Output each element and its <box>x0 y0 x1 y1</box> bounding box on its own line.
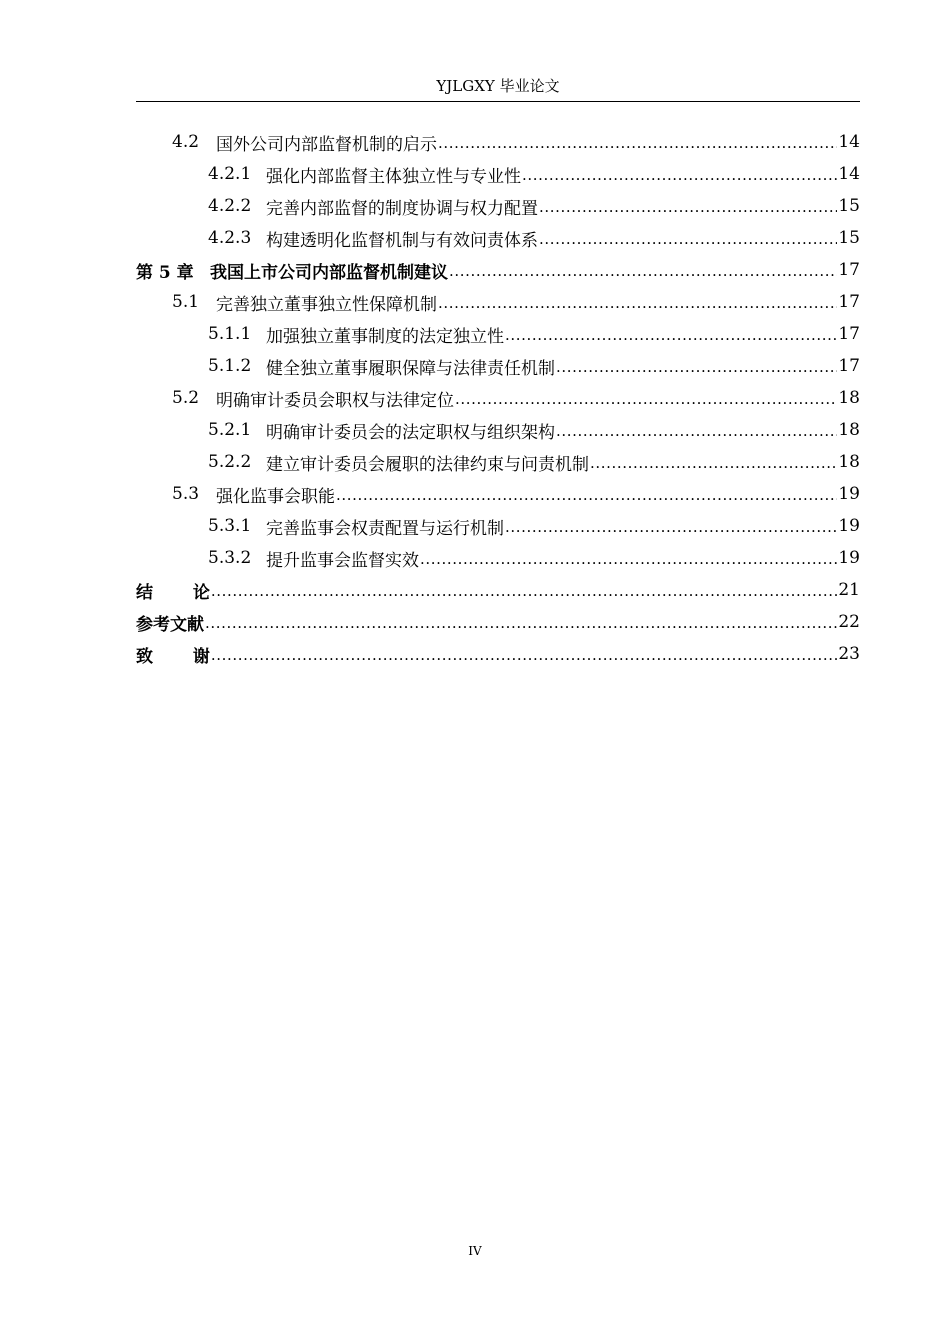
dot-leader <box>420 547 837 569</box>
dot-leader <box>556 419 837 441</box>
dot-leader <box>455 387 837 409</box>
dot-leader <box>539 227 837 249</box>
toc-acknowledgements-title: 致 谢 <box>136 646 210 667</box>
dot-leader <box>205 611 837 633</box>
toc-entry-number: 5.3.2 <box>208 548 252 568</box>
dot-leader <box>505 515 837 537</box>
toc-entry-title: 国外公司内部监督机制的启示 <box>216 134 437 155</box>
toc-entry[interactable] <box>136 446 860 478</box>
toc-entry-title: 强化监事会职能 <box>216 486 335 507</box>
dot-leader <box>211 643 837 665</box>
toc-entry-page: 23 <box>838 644 860 664</box>
toc-chapter-entry[interactable] <box>136 254 860 286</box>
toc-entry-number: 5.2.2 <box>208 452 252 472</box>
toc-entry-page: 18 <box>838 420 860 440</box>
toc-entry-number: 5.3 <box>172 484 200 504</box>
dot-leader <box>539 195 837 217</box>
toc-references-title: 参考文献 <box>136 614 204 635</box>
dot-leader <box>449 259 837 281</box>
page-header <box>136 76 860 102</box>
toc-entry-title: 加强独立董事制度的法定独立性 <box>266 326 504 347</box>
toc-entry-number: 5.1.2 <box>208 356 252 376</box>
page-number: IV <box>468 1244 482 1258</box>
toc-entry-page: 18 <box>838 452 860 472</box>
toc-entry-number: 5.3.1 <box>208 516 252 536</box>
toc-entry[interactable] <box>136 414 860 446</box>
toc-entry[interactable] <box>136 286 860 318</box>
toc-entry-page: 14 <box>838 164 860 184</box>
dot-leader <box>438 131 837 153</box>
header-title: YJLGXY 毕业论文 <box>436 77 560 95</box>
toc-entry[interactable] <box>136 510 860 542</box>
toc-entry-page: 14 <box>838 132 860 152</box>
table-of-contents <box>136 126 860 670</box>
toc-entry-page: 22 <box>838 612 860 632</box>
toc-entry-title: 强化内部监督主体独立性与专业性 <box>266 166 521 187</box>
toc-conclusion-title: 结 论 <box>136 582 210 603</box>
toc-entry[interactable] <box>136 382 860 414</box>
dot-leader <box>505 323 837 345</box>
toc-entry-number: 5.1.1 <box>208 324 252 344</box>
toc-entry-title: 健全独立董事履职保障与法律责任机制 <box>266 358 555 379</box>
dot-leader <box>336 483 837 505</box>
toc-entry-page: 21 <box>838 580 860 600</box>
dot-leader <box>211 579 837 601</box>
toc-entry[interactable] <box>136 126 860 158</box>
toc-entry-page: 15 <box>838 228 860 248</box>
toc-entry-title: 构建透明化监督机制与有效问责体系 <box>266 230 538 251</box>
toc-entry-page: 19 <box>838 516 860 536</box>
dot-leader <box>438 291 837 313</box>
toc-chapter-number: 第 5 章 <box>136 262 194 283</box>
toc-entry-number: 4.2.3 <box>208 228 252 248</box>
toc-entry-page: 15 <box>838 196 860 216</box>
toc-entry[interactable] <box>136 350 860 382</box>
toc-entry-page: 17 <box>838 324 860 344</box>
toc-chapter-title: 我国上市公司内部监督机制建议 <box>210 262 448 283</box>
toc-entry-number: 5.2 <box>172 388 200 408</box>
toc-entry-page: 19 <box>838 548 860 568</box>
toc-entry[interactable] <box>136 190 860 222</box>
toc-acknowledgements-entry[interactable] <box>136 638 860 670</box>
toc-entry-number: 4.2 <box>172 132 200 152</box>
toc-conclusion-entry[interactable] <box>136 574 860 606</box>
toc-entry[interactable] <box>136 158 860 190</box>
toc-entry-number: 4.2.1 <box>208 164 252 184</box>
dot-leader <box>556 355 837 377</box>
toc-entry[interactable] <box>136 318 860 350</box>
toc-references-entry[interactable] <box>136 606 860 638</box>
toc-entry-number: 4.2.2 <box>208 196 252 216</box>
toc-entry-title: 完善独立董事独立性保障机制 <box>216 294 437 315</box>
dot-leader <box>522 163 837 185</box>
toc-entry-title: 完善内部监督的制度协调与权力配置 <box>266 198 538 219</box>
toc-entry-title: 完善监事会权责配置与运行机制 <box>266 518 504 539</box>
toc-entry-page: 17 <box>838 356 860 376</box>
toc-entry-page: 17 <box>838 260 860 280</box>
toc-entry-title: 明确审计委员会职权与法律定位 <box>216 390 454 411</box>
toc-entry-page: 18 <box>838 388 860 408</box>
toc-entry-number: 5.2.1 <box>208 420 252 440</box>
toc-entry[interactable] <box>136 478 860 510</box>
toc-entry-number: 5.1 <box>172 292 200 312</box>
toc-entry-title: 提升监事会监督实效 <box>266 550 419 571</box>
dot-leader <box>590 451 837 473</box>
toc-entry[interactable] <box>136 222 860 254</box>
toc-entry-page: 19 <box>838 484 860 504</box>
toc-entry-title: 建立审计委员会履职的法律约束与问责机制 <box>266 454 589 475</box>
toc-entry-title: 明确审计委员会的法定职权与组织架构 <box>266 422 555 443</box>
toc-entry[interactable] <box>136 542 860 574</box>
toc-entry-page: 17 <box>838 292 860 312</box>
